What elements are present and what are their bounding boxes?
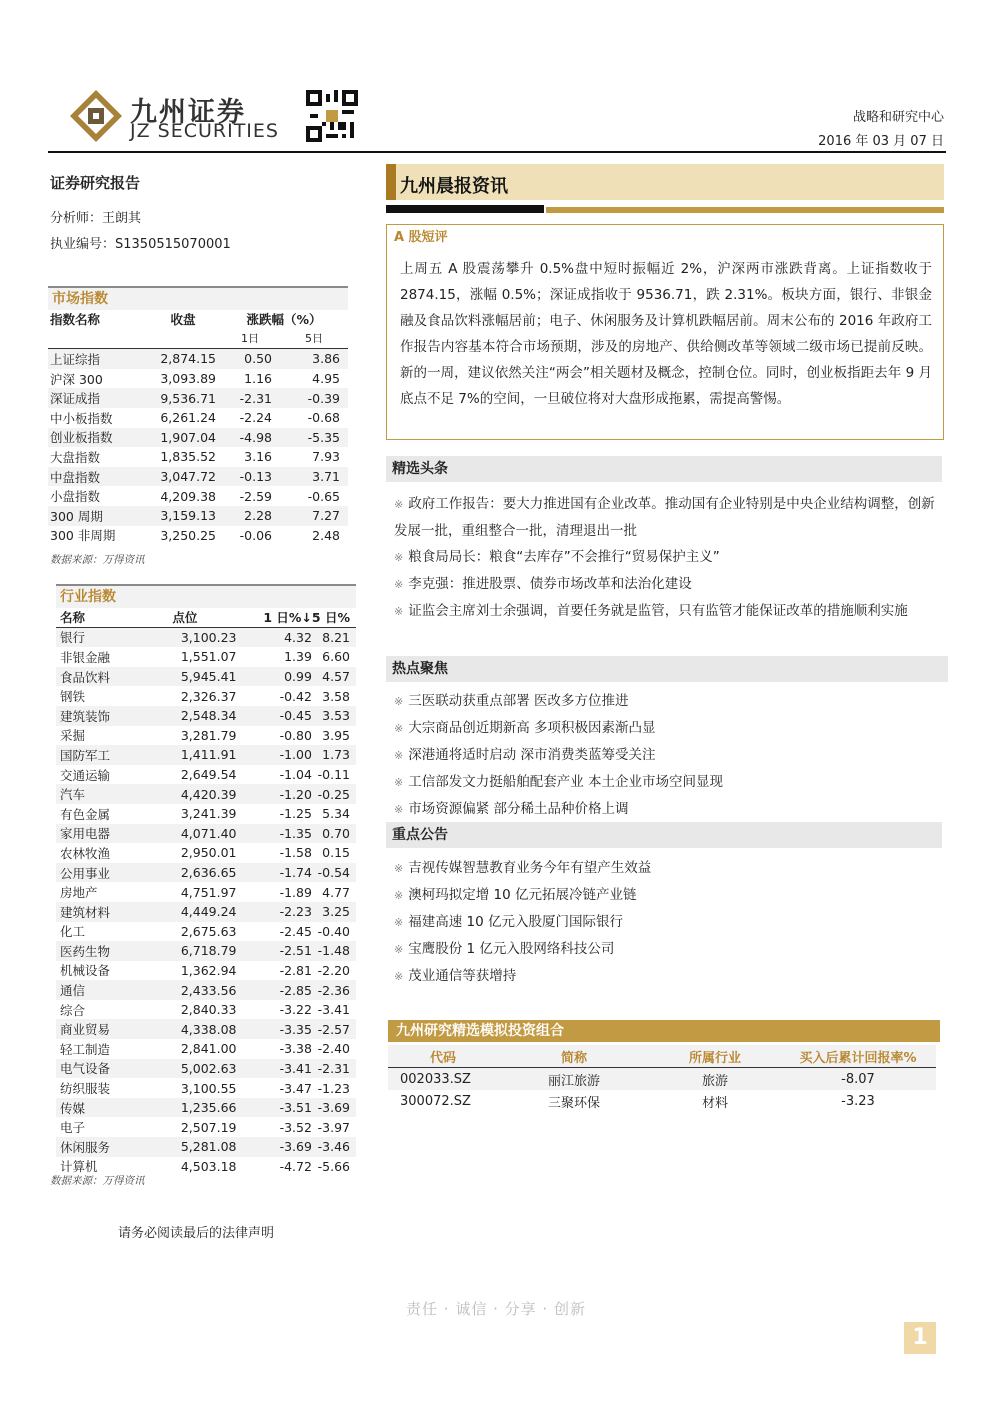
list-item: ※ 工信部发文力挺船舶配套产业 本土企业市场空间显现	[394, 774, 724, 790]
cell-value: -2.20	[317, 962, 350, 978]
list-item: ※ 福建高速 10 亿元入股厦门国际银行	[394, 914, 623, 930]
ashare-label: A 股短评	[394, 230, 448, 245]
cell-value: 4,503.18	[180, 1158, 237, 1174]
industry-index-title: 行业指数	[56, 584, 356, 608]
table-row	[56, 1000, 356, 1020]
table-row	[48, 526, 348, 546]
table-row	[56, 706, 356, 726]
cell-value: -2.51	[279, 943, 312, 959]
cell-value: 0.70	[322, 825, 350, 841]
column-header: 买入后累计回报率%	[799, 1050, 917, 1066]
list-item: ※ 茂业通信等获增持	[394, 968, 517, 984]
column-header: 名称	[60, 609, 86, 625]
cell-return: -8.07	[841, 1071, 875, 1087]
cell-value: 4,420.39	[180, 786, 237, 802]
cell-name: 国防军工	[60, 747, 111, 763]
page-number: 1	[904, 1322, 936, 1354]
column-header: 涨跌幅（%）	[246, 311, 322, 327]
table-row	[56, 863, 356, 883]
cell-value: -0.39	[307, 390, 340, 406]
cell-value: -0.42	[279, 688, 312, 704]
hot-topics-list	[394, 688, 936, 823]
cell-value: 5.34	[322, 806, 350, 822]
table-row	[56, 882, 356, 902]
table-row	[56, 726, 356, 746]
cell-value: 1,907.04	[160, 429, 216, 445]
cell-value: 2,649.54	[180, 767, 237, 783]
table-row	[56, 980, 356, 1000]
cell-value: 3.53	[322, 708, 350, 724]
list-item: ※ 证监会主席刘士余强调，首要任务就是监管，只有监管才能保证改革的措施顺利实施	[394, 603, 908, 619]
cell-value: 2,874.15	[160, 351, 216, 367]
cell-value: -0.68	[307, 410, 340, 426]
cell-name: 通信	[60, 983, 86, 999]
cell-value: 4.32	[284, 629, 312, 645]
cell-value: 2,840.33	[180, 1002, 237, 1018]
cell-value: 3.25	[322, 904, 350, 920]
cell-value: 3.95	[322, 727, 350, 743]
cell-value: 2,548.34	[180, 708, 237, 724]
cell-value: 1.16	[244, 371, 272, 387]
cell-value: -0.40	[317, 923, 350, 939]
cell-value: -1.74	[279, 865, 312, 881]
portfolio-table	[388, 1045, 936, 1112]
list-item: ※ 宝鹰股份 1 亿元入股网络科技公司	[394, 941, 615, 957]
cell-value: -1.58	[279, 845, 312, 861]
cell-value: -0.65	[307, 488, 340, 504]
cell-value: 0.15	[322, 845, 350, 861]
cell-value: 4,449.24	[180, 904, 237, 920]
analyst: 分析师：王朗其	[50, 211, 142, 226]
cell-value: -3.51	[279, 1100, 312, 1116]
cell-value: 1,835.52	[160, 449, 216, 465]
cell-value: 1,551.07	[180, 649, 237, 665]
cell-value: -4.98	[239, 429, 272, 445]
cell-name: 计算机	[60, 1159, 98, 1175]
column-header: 点位	[172, 609, 198, 625]
cell-value: 0.50	[244, 351, 272, 367]
list-item: ※ 政府工作报告：要大力推进国有企业改革。推动国有企业特别是中央企业结构调整，创新发展一批，重组整合一批，清理退出一批	[394, 496, 935, 539]
cell-value: -2.59	[239, 488, 272, 504]
brand-logo-icon	[70, 90, 122, 142]
cell-value: 1.73	[322, 747, 350, 763]
table-row	[56, 765, 356, 785]
cell-value: -3.47	[279, 1080, 312, 1096]
cell-value: -0.25	[317, 786, 350, 802]
cell-value: 4.57	[322, 669, 350, 685]
cell-value: 3,250.25	[160, 527, 216, 543]
legal-notice: 请务必阅读最后的法律声明	[118, 1226, 275, 1241]
list-item: ※ 粮食局局长：粮食“去库存”不会推行“贸易保护主义”	[394, 549, 720, 565]
cell-value: 3,241.39	[180, 806, 237, 822]
cell-name: 交通运输	[60, 767, 111, 783]
cell-value: 5,945.41	[180, 669, 237, 685]
column-header: 所属行业	[688, 1050, 741, 1066]
cell-value: 2.28	[244, 508, 272, 524]
cell-value: 3,093.89	[160, 371, 216, 387]
cell-name: 建筑材料	[60, 904, 111, 920]
market-index-title: 市场指数	[48, 286, 348, 310]
cell-name: 非银金融	[60, 649, 111, 665]
cell-name: 家用电器	[60, 826, 111, 842]
cell-value: -3.41	[279, 1060, 312, 1076]
data-source: 数据来源：万得资讯	[50, 554, 145, 566]
slogan: 责任 · 诚信 · 分享 · 创新	[406, 1300, 586, 1318]
cell-name: 创业板指数	[50, 430, 113, 446]
cell-industry: 材料	[701, 1095, 728, 1111]
table-row	[48, 369, 348, 389]
cell-value: 2,507.19	[180, 1119, 237, 1135]
table-row	[56, 843, 356, 863]
report-date: 2016 年 03 月 07 日	[818, 134, 944, 149]
table-row	[56, 1039, 356, 1059]
headlines-list	[394, 491, 936, 625]
cell-value: 3.16	[244, 449, 272, 465]
cell-value: 4.95	[312, 371, 340, 387]
cell-value: 4,751.97	[180, 884, 237, 900]
cell-value: 2.48	[312, 527, 340, 543]
cell-name: 大盘指数	[50, 449, 101, 465]
cell-name: 中盘指数	[50, 469, 101, 485]
cell-value: 3.86	[312, 351, 340, 367]
cell-value: -0.11	[317, 767, 350, 783]
cell-code: 002033.SZ	[400, 1071, 471, 1087]
table-row	[56, 745, 356, 765]
table-row	[48, 506, 348, 526]
cell-value: 2,636.65	[180, 865, 237, 881]
cell-value: 2,950.01	[180, 845, 237, 861]
cell-value: 2,841.00	[180, 1041, 237, 1057]
cell-value: 6.60	[322, 649, 350, 665]
cell-name: 化工	[60, 924, 86, 940]
cell-return: -3.23	[841, 1093, 875, 1109]
table-row	[56, 1098, 356, 1118]
table-row	[56, 1078, 356, 1098]
cell-name: 采掘	[60, 728, 86, 744]
table-row	[56, 902, 356, 922]
table-row	[48, 349, 348, 369]
cell-value: -1.23	[317, 1080, 350, 1096]
list-item: ※ 深港通将适时启动 深市消费类蓝筹受关注	[394, 747, 656, 763]
table-row	[388, 1068, 936, 1091]
cell-value: 3.58	[322, 688, 350, 704]
cell-value: 3,100.55	[180, 1080, 237, 1096]
cell-value: 8.21	[322, 629, 350, 645]
cell-name: 沪深 300	[50, 371, 103, 387]
column-header: 1 日%↓	[263, 609, 312, 625]
cell-value: 2,326.37	[180, 688, 237, 704]
header-rule	[48, 151, 946, 153]
department: 战略和研究中心	[852, 110, 944, 125]
table-row	[56, 1059, 356, 1079]
cell-value: -0.13	[239, 469, 272, 485]
announcements-title: 重点公告	[386, 822, 942, 848]
cell-value: -0.06	[239, 527, 272, 543]
table-row	[48, 467, 348, 487]
cell-name: 传媒	[60, 1100, 86, 1116]
cell-value: 4,071.40	[180, 825, 237, 841]
report-type: 证券研究报告	[50, 174, 141, 192]
table-row	[56, 804, 356, 824]
cell-name: 休闲服务	[60, 1139, 111, 1155]
cell-value: -3.52	[279, 1119, 312, 1135]
brand-name-cn: 九州证券	[130, 97, 246, 128]
cell-value: 4,209.38	[160, 488, 216, 504]
cell-value: -0.54	[317, 865, 350, 881]
table-row	[56, 1019, 356, 1039]
cell-name: 医药生物	[60, 943, 111, 959]
column-header: 5 日%	[311, 609, 350, 625]
cell-value: 3,100.23	[180, 629, 237, 645]
table-row	[56, 667, 356, 687]
title-bar-gold	[546, 207, 944, 213]
cell-value: 9,536.71	[160, 390, 216, 406]
cell-value: -3.35	[279, 1021, 312, 1037]
cell-name: 丽江旅游	[547, 1073, 600, 1089]
cell-value: 1,362.94	[180, 962, 237, 978]
cell-value: -3.69	[279, 1139, 312, 1155]
cell-name: 钢铁	[60, 689, 86, 705]
cell-value: -3.41	[317, 1002, 350, 1018]
cell-value: -0.45	[279, 708, 312, 724]
cell-value: -3.69	[317, 1100, 350, 1116]
cell-name: 中小板指数	[50, 410, 113, 426]
cell-value: 3,159.13	[160, 508, 216, 524]
table-row	[388, 1090, 936, 1112]
cell-name: 机械设备	[60, 963, 111, 979]
table-row	[48, 486, 348, 506]
cell-name: 轻工制造	[60, 1041, 111, 1057]
cell-value: 0.99	[284, 669, 312, 685]
table-row	[48, 428, 348, 448]
cell-value: 6,718.79	[180, 943, 237, 959]
cell-value: -2.85	[279, 982, 312, 998]
cell-value: 2,675.63	[180, 923, 237, 939]
cell-value: 7.27	[312, 508, 340, 524]
table-row	[56, 784, 356, 804]
table-row	[48, 408, 348, 428]
cell-value: -1.00	[279, 747, 312, 763]
table-row	[56, 1137, 356, 1157]
column-subheader: 1日	[241, 332, 259, 346]
cell-name: 电气设备	[60, 1061, 111, 1077]
cell-name: 综合	[60, 1002, 86, 1018]
column-header: 简称	[560, 1050, 587, 1066]
cell-value: -2.45	[279, 923, 312, 939]
cell-name: 银行	[60, 630, 86, 646]
cell-value: 6,261.24	[160, 410, 216, 426]
cell-name: 商业贸易	[60, 1022, 111, 1038]
cell-value: -3.46	[317, 1139, 350, 1155]
cell-name: 食品饮料	[60, 669, 111, 685]
list-item: ※ 澳柯玛拟定增 10 亿元拓展冷链产业链	[394, 887, 637, 903]
cell-value: 1.39	[284, 649, 312, 665]
cell-name: 建筑装饰	[60, 708, 111, 724]
cell-value: -3.38	[279, 1041, 312, 1057]
table-row	[56, 824, 356, 844]
cell-value: 1,235.66	[180, 1100, 237, 1116]
cell-name: 有色金属	[60, 806, 111, 822]
cell-industry: 旅游	[701, 1073, 728, 1089]
cell-name: 汽车	[60, 787, 86, 803]
data-source: 数据来源：万得资讯	[50, 1175, 145, 1187]
list-item: ※ 大宗商品创近期新高 多项积极因素渐凸显	[394, 720, 656, 736]
cell-value: -1.04	[279, 767, 312, 783]
cell-name: 农林牧渔	[60, 845, 111, 861]
title-bar-dark	[386, 205, 544, 213]
announcements-list	[394, 855, 936, 990]
column-header: 代码	[429, 1050, 456, 1066]
cell-name: 小盘指数	[50, 489, 101, 505]
list-item: ※ 李克强：推进股票、债券市场改革和法治化建设	[394, 576, 692, 592]
cell-value: 2,433.56	[180, 982, 237, 998]
cell-value: -5.66	[317, 1158, 350, 1174]
cell-value: 4.77	[322, 884, 350, 900]
cell-value: -2.31	[317, 1060, 350, 1076]
cell-name: 公用事业	[60, 865, 111, 881]
table-row	[48, 447, 348, 467]
cell-value: -1.20	[279, 786, 312, 802]
industry-index-table	[56, 607, 356, 1176]
cell-name: 纺织服装	[60, 1081, 111, 1097]
cell-value: -1.48	[317, 943, 350, 959]
headlines-title: 精选头条	[386, 456, 942, 482]
cell-value: -4.72	[279, 1158, 312, 1174]
cell-value: -1.89	[279, 884, 312, 900]
cell-value: -3.97	[317, 1119, 350, 1135]
market-index-table	[48, 309, 348, 545]
cell-name: 三聚环保	[547, 1095, 600, 1111]
cell-value: -3.22	[279, 1002, 312, 1018]
cell-value: 1,411.91	[180, 747, 237, 763]
cell-value: 3,281.79	[180, 727, 237, 743]
cell-value: -2.36	[317, 982, 350, 998]
table-row	[56, 686, 356, 706]
column-header: 收盘	[170, 311, 196, 327]
cell-value: -2.57	[317, 1021, 350, 1037]
cell-value: -2.31	[239, 390, 272, 406]
qr-code-icon	[306, 90, 358, 142]
cell-value: 5,281.08	[180, 1139, 237, 1155]
news-title: 九州晨报资讯	[400, 176, 508, 197]
table-row	[56, 941, 356, 961]
cell-value: -2.24	[239, 410, 272, 426]
list-item: ※ 吉视传媒智慧教育业务今年有望产生效益	[394, 860, 652, 876]
table-row	[56, 627, 356, 647]
list-item: ※ 市场资源偏紧 部分稀土品种价格上调	[394, 801, 629, 817]
table-row	[56, 961, 356, 981]
column-subheader: 5日	[305, 332, 323, 346]
cell-name: 电子	[60, 1120, 86, 1136]
cell-name: 300 非周期	[50, 528, 116, 544]
cell-name: 深证成指	[50, 391, 101, 407]
certificate-number: 执业编号：S1350515070001	[50, 237, 231, 252]
cell-value: 4,338.08	[180, 1021, 237, 1037]
list-item: ※ 三医联动获重点部署 医改多方位推进	[394, 693, 629, 709]
ashare-commentary-text: 上周五 A 股震荡攀升 0.5%盘中短时振幅近 2%，沪深两市涨跌背离。上证指数收于 2874.15，涨幅 0.5%；深证成指收于 9536.71，跌 2.31%。板块方面，银行、非银金融及食品饮料涨幅居前；电子、休闲服务及计算机跌幅居前。周末公布的 2016 年政府工作报告内容基本符合市场预期，涉及的房地产、供给侧改革等领域二级市场已提前反映。新的一周，建议依然关注“两会”相关题材及概念，控制仓位。同时，创业板指距去年 9 月底点不足 7%的空间，一旦破位将对大盘形成拖累，需提高警惕。	[400, 261, 932, 407]
cell-value: 5,002.63	[180, 1060, 237, 1076]
cell-value: 7.93	[312, 449, 340, 465]
cell-value: -2.23	[279, 904, 312, 920]
brand-name-en: JZ SECURITIES	[130, 120, 279, 142]
cell-name: 300 周期	[50, 508, 103, 524]
cell-value: 3.71	[312, 469, 340, 485]
column-header: 指数名称	[50, 311, 101, 327]
cell-code: 300072.SZ	[400, 1093, 471, 1109]
cell-value: -0.80	[279, 727, 312, 743]
cell-value: -1.35	[279, 825, 312, 841]
table-row	[56, 1117, 356, 1137]
table-row	[48, 388, 348, 408]
table-row	[56, 647, 356, 667]
cell-name: 上证综指	[50, 351, 101, 367]
cell-value: -1.25	[279, 806, 312, 822]
cell-name: 房地产	[60, 885, 98, 901]
cell-value: -2.81	[279, 962, 312, 978]
cell-value: -2.40	[317, 1041, 350, 1057]
cell-value: -5.35	[307, 429, 340, 445]
portfolio-title: 九州研究精选模拟投资组合	[388, 1020, 940, 1042]
cell-value: 3,047.72	[160, 469, 216, 485]
hot-topics-title: 热点聚焦	[386, 656, 948, 682]
table-row	[56, 922, 356, 942]
